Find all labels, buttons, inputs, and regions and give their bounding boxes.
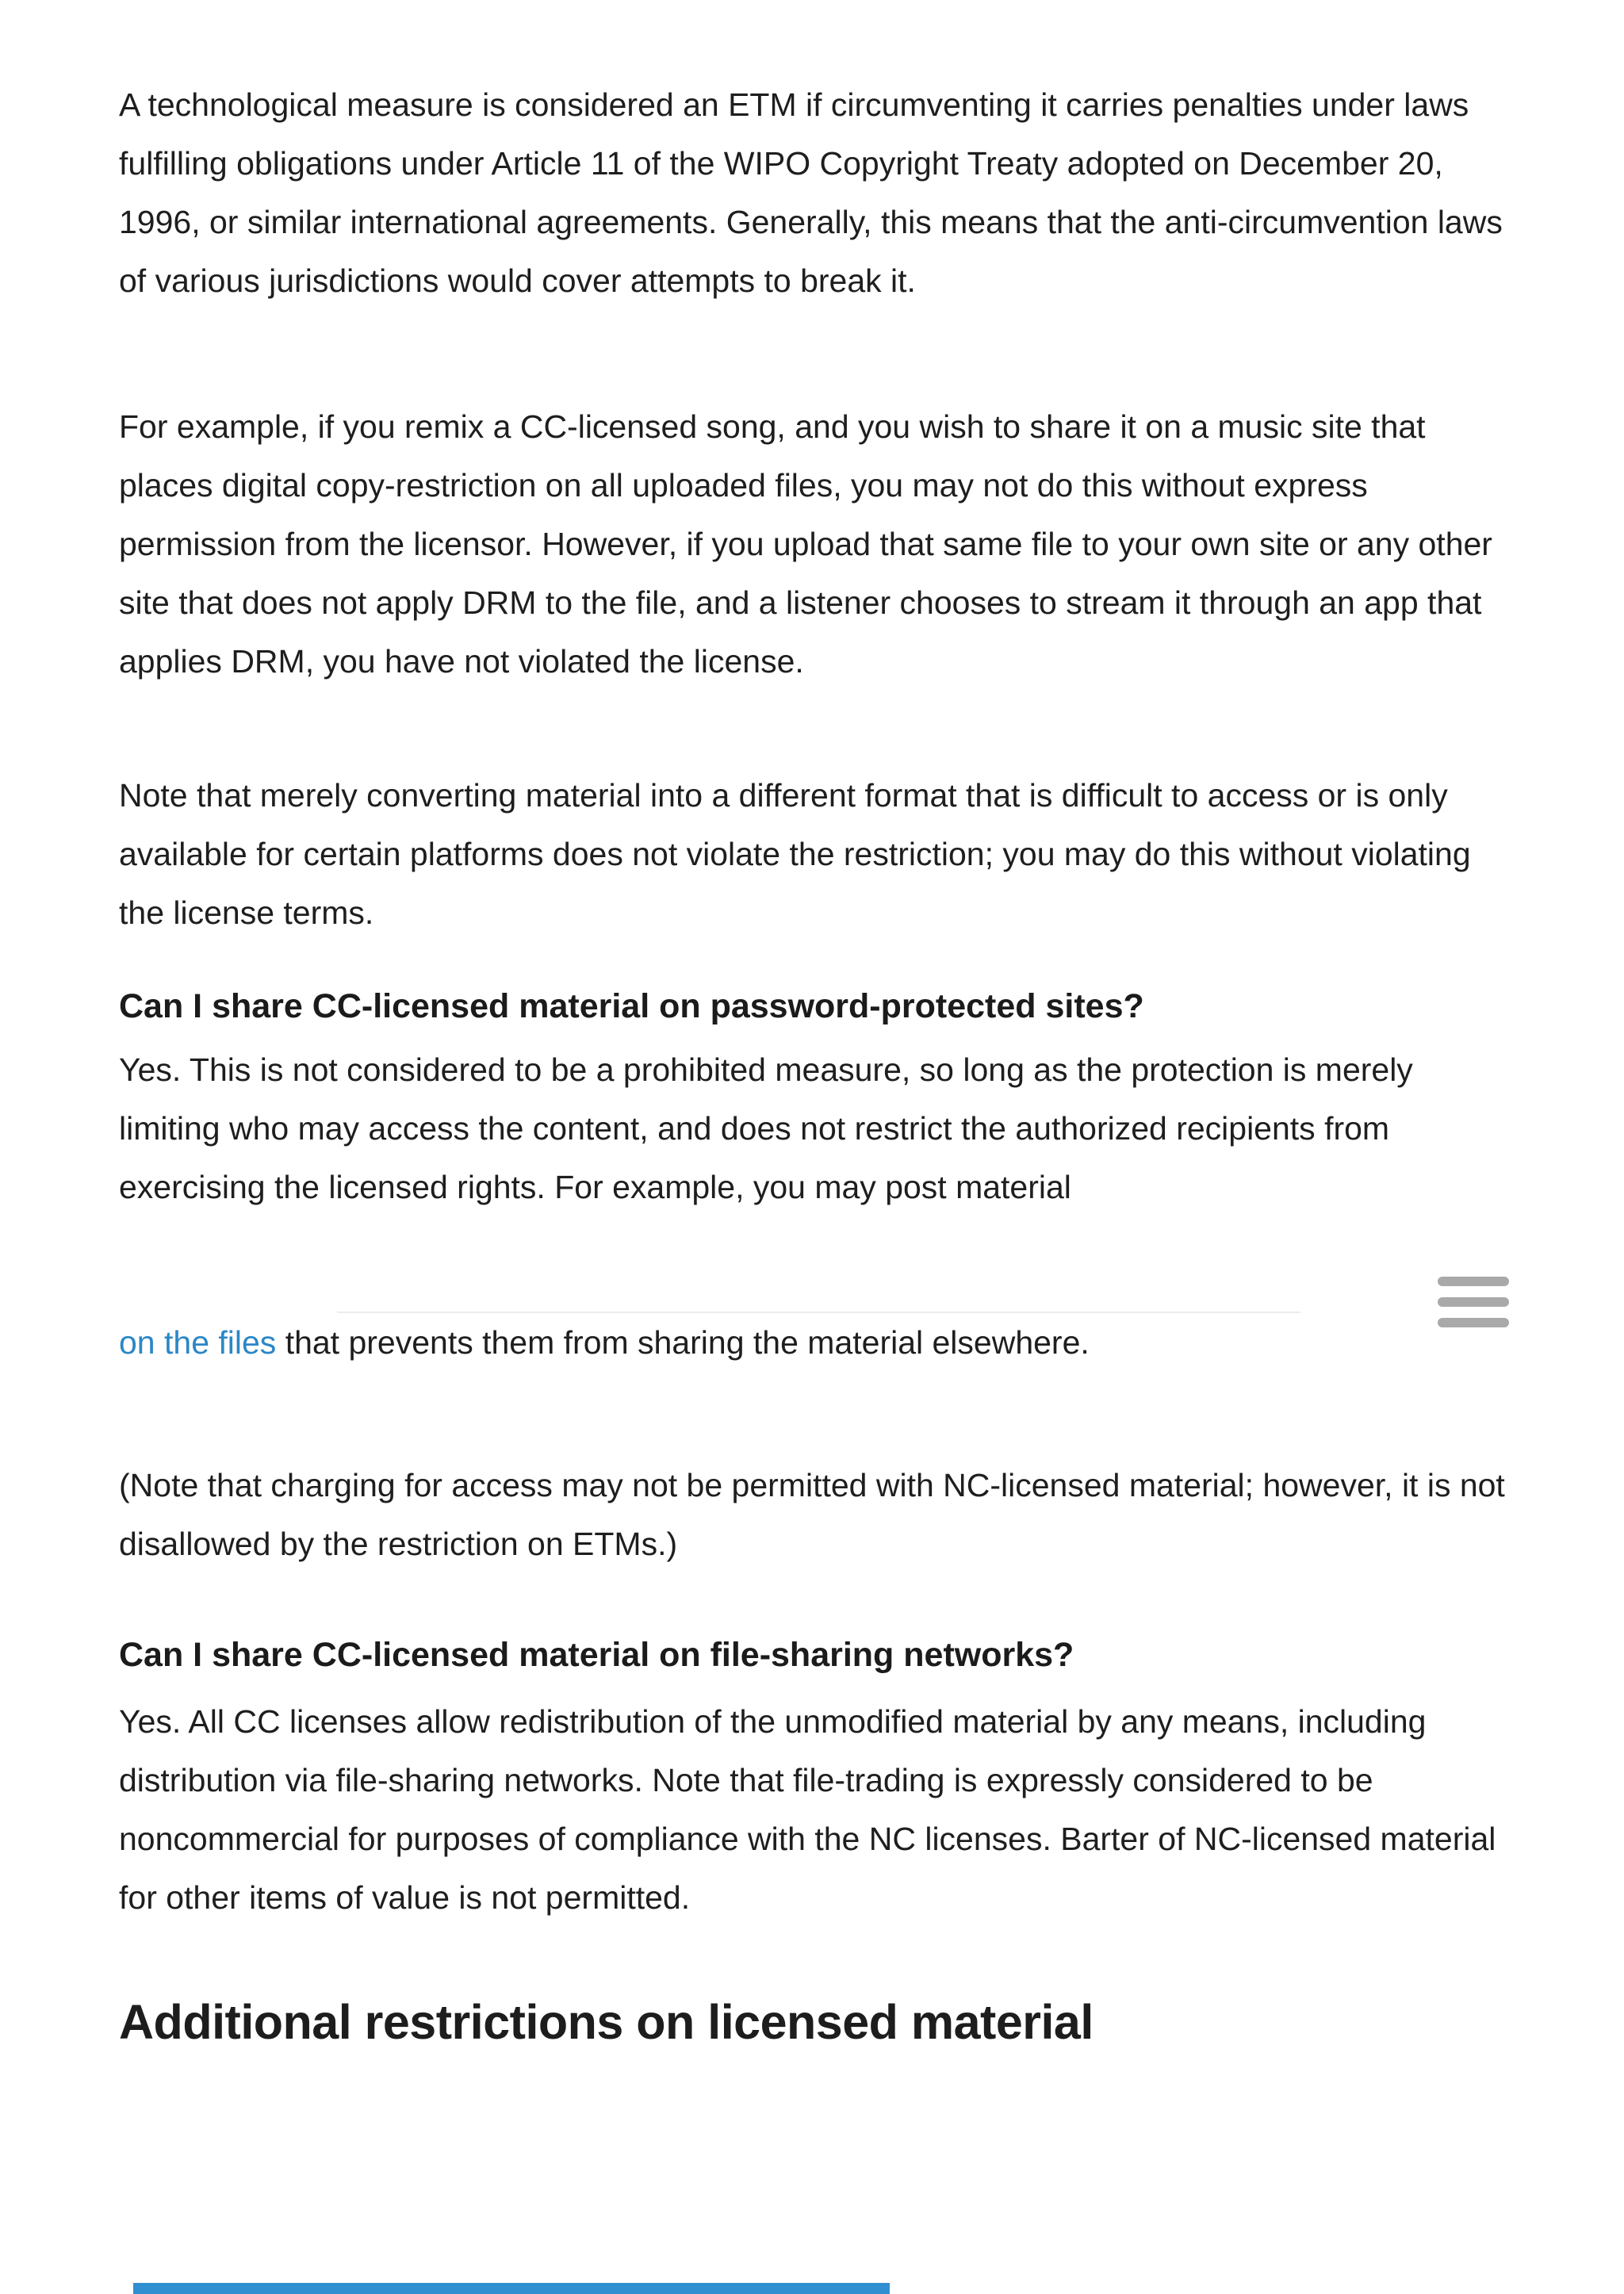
- paragraph-remix-example: For example, if you remix a CC-licensed song, and you wish to share it on a music site that places digital copy-restriction on all uploaded files, you may not do this without express permission from the licensor. However, if you upload that same file to your own site or any other site that does not apply DRM to the file, and a listener chooses to stream it through an app that applies DRM, you have not violated the license.: [119, 408, 1492, 680]
- answer-password-protected-sites: Yes. This is not considered to be a prohibited measure, so long as the protection is merely limiting who may access the content, and does not restrict the authorized recipients from exercising the licensed rights. For example, you may post material: [119, 1051, 1413, 1205]
- overlay-shadow-divider: [337, 1312, 1300, 1313]
- paragraph-etm-definition: A technological measure is considered an ETM if circumventing it carries penalties under laws fulfilling obligations under Article 11 of the WIPO Copyright Treaty adopted on December 20, 1996, or similar international agreements. Generally, this means that the anti-circumvention laws of various jurisdictions would cover attempts to break it.: [119, 86, 1503, 299]
- paragraph-nc-charging-note: (Note that charging for access may not be permitted with NC-licensed material; however, it is not disallowed by the restriction on ETMs.): [119, 1467, 1505, 1562]
- answer-file-sharing-networks: Yes. All CC licenses allow redistribution of the unmodified material by any means, including distribution via file-sharing networks. Note that file-trading is expressly considered to be noncommercial for purposes of compliance with the NC licenses. Barter of NC-licensed material for other items of value is not permitted.: [119, 1703, 1496, 1916]
- on-the-files-link[interactable]: on the files: [119, 1324, 277, 1361]
- bottom-partial-link-bar[interactable]: [133, 2283, 890, 2294]
- overlay-covered-text-gap: [119, 1216, 1511, 1313]
- hamburger-bar-bottom: [1438, 1318, 1509, 1327]
- continuation-text: that prevents them from sharing the material elsewhere.: [276, 1324, 1090, 1361]
- paragraph-continuation-line: [119, 1313, 1511, 1372]
- heading-file-sharing-networks: Can I share CC-licensed material on file-sharing networks?: [119, 1636, 1074, 1674]
- hamburger-bar-middle: [1438, 1297, 1509, 1307]
- hamburger-menu-icon[interactable]: [1438, 1275, 1509, 1328]
- heading-password-protected-sites: Can I share CC-licensed material on password-protected sites?: [119, 987, 1144, 1025]
- section-heading-additional-restrictions: Additional restrictions on licensed material: [119, 1995, 1094, 2049]
- hamburger-bar-top: [1438, 1277, 1509, 1286]
- paragraph-format-conversion-note: Note that merely converting material into a different format that is difficult to access or is only available for certain platforms does not violate the restriction; you may do this without violating the license terms.: [119, 777, 1471, 931]
